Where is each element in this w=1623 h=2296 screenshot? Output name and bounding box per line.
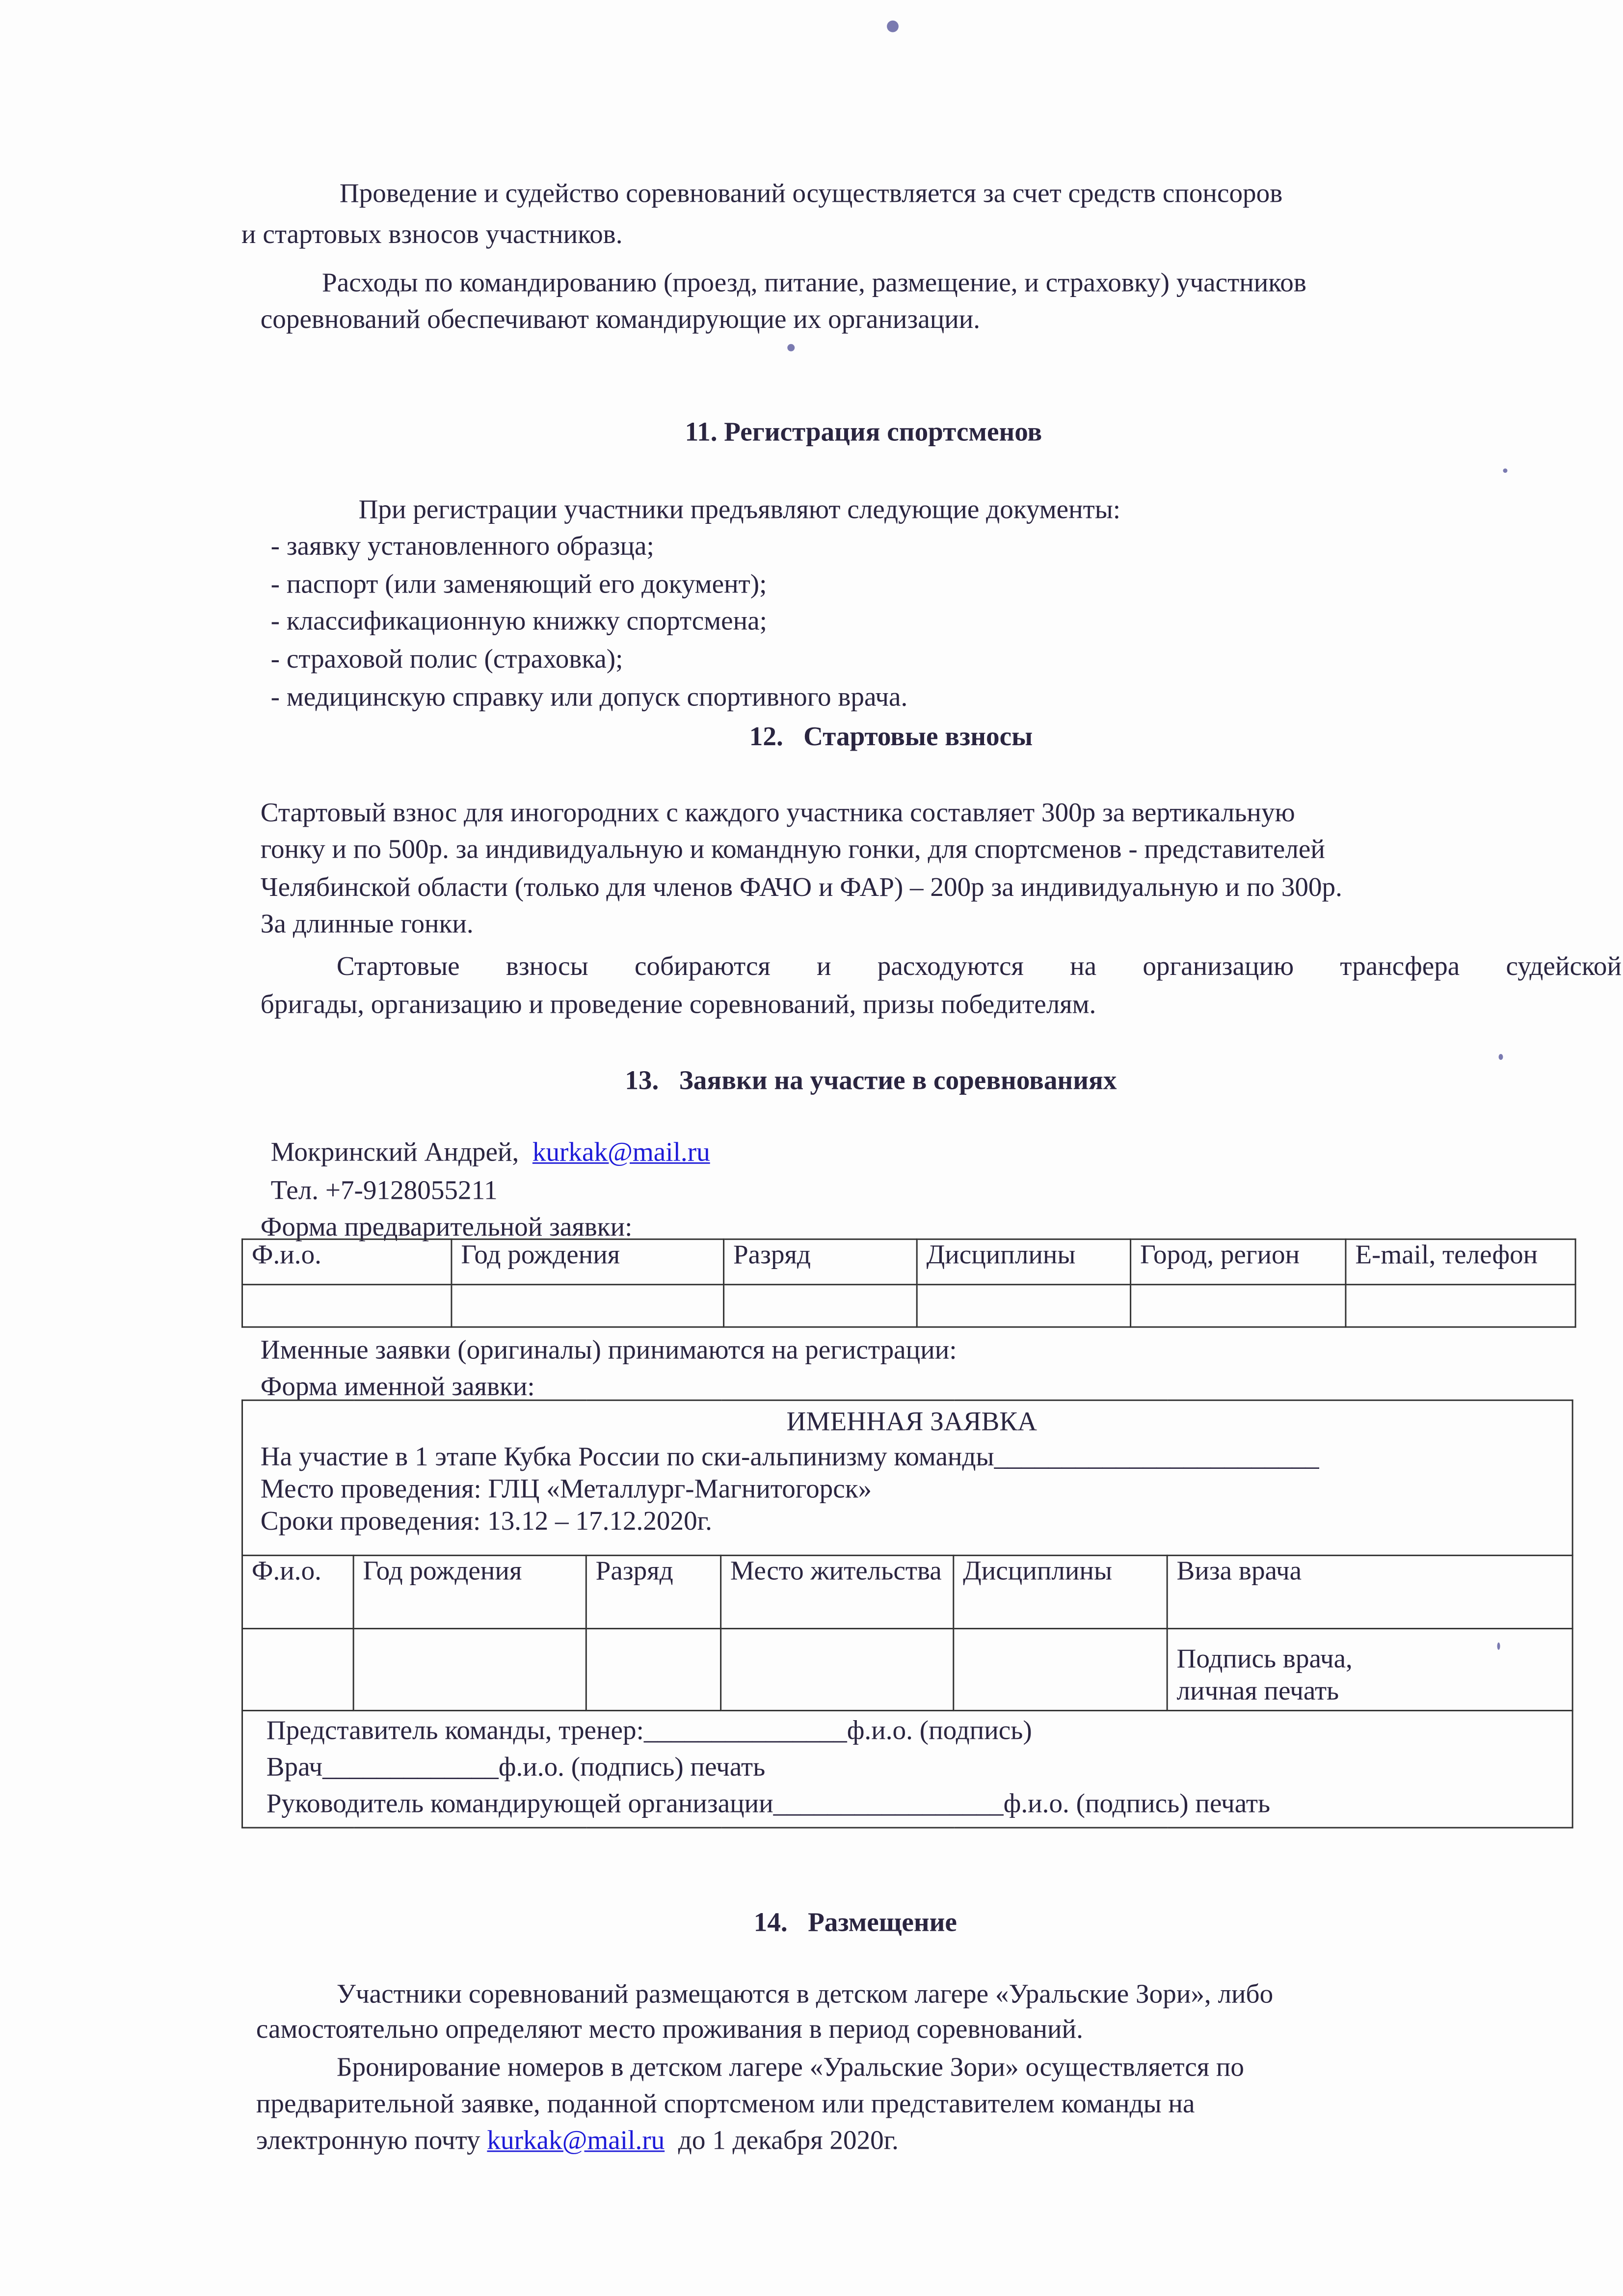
section-heading: 13. Заявки на участие в соревнованиях bbox=[625, 1067, 1117, 1097]
contact-email-link[interactable]: kurkak@mail.ru bbox=[532, 1138, 710, 1168]
form-footer-cell bbox=[242, 1710, 1573, 1828]
empty-cell bbox=[721, 1628, 954, 1710]
text-line: соревнований обеспечивают командирующие их организации. bbox=[260, 306, 981, 335]
empty-cell bbox=[1131, 1285, 1346, 1327]
list-item: - паспорт (или заменяющий его документ); bbox=[270, 570, 767, 600]
text-line: бригады, организацию и проведение соревнований, призы победителям. bbox=[260, 991, 1096, 1021]
contact-line bbox=[271, 1137, 710, 1170]
header-cell: E-mail, телефон bbox=[1346, 1239, 1575, 1284]
empty-cell bbox=[1346, 1285, 1575, 1327]
form-line: Сроки проведения: 13.12 – 17.12.2020г. bbox=[260, 1508, 712, 1538]
contact-phone: Тел. +7-9128055211 bbox=[270, 1177, 498, 1207]
list-item: - страховой полис (страховка); bbox=[270, 646, 623, 675]
form-header-cell bbox=[242, 1400, 1573, 1555]
text-segment: до 1 декабря 2020г. bbox=[665, 2127, 899, 2157]
text-line: и стартовых взносов участников. bbox=[241, 221, 623, 250]
empty-cell bbox=[452, 1285, 724, 1327]
form-line: На участие в 1 этапе Кубка России по ски-альпинизму команды________________________ bbox=[260, 1443, 1319, 1473]
text-line: самостоятельно определяют место проживания в период соревнований. bbox=[256, 2016, 1083, 2045]
header-cell: Разряд bbox=[724, 1239, 917, 1284]
cell-line: Подпись врача, bbox=[1176, 1645, 1353, 1675]
header-cell: Год рождения bbox=[353, 1555, 586, 1628]
empty-cell bbox=[242, 1628, 354, 1710]
section-heading: 12. Стартовые взносы bbox=[749, 723, 1033, 753]
signature-line: Представитель команды, тренер:_______________ф.и.о. (подпись) bbox=[266, 1717, 1032, 1747]
signature-line: Врач_____________ф.и.о. (подпись) печать bbox=[266, 1754, 766, 1783]
header-cell: Виза врача bbox=[1167, 1555, 1572, 1628]
header-cell: Место жительства bbox=[721, 1555, 954, 1628]
text-line: Именные заявки (оригиналы) принимаются на регистрации: bbox=[260, 1336, 957, 1366]
form-title: ИМЕННАЯ ЗАЯВКА bbox=[786, 1408, 1037, 1438]
header-cell: Ф.и.о. bbox=[242, 1555, 354, 1628]
named-form-table bbox=[241, 1400, 1573, 1829]
text-line: гонку и по 500р. за индивидуальную и командную гонки, для спортсменов - представителей bbox=[260, 836, 1325, 865]
text-line: предварительной заявке, поданной спортсменом или представителем команды на bbox=[256, 2090, 1195, 2120]
signature-line: Руководитель командирующей организации_________________ф.и.о. (подпись) печать bbox=[266, 1790, 1271, 1820]
list-item: - заявку установленного образца; bbox=[270, 533, 654, 563]
contact-name: Мокринский Андрей, bbox=[270, 1138, 519, 1168]
text-line: Форма предварительной заявки: bbox=[260, 1214, 633, 1243]
list-item: - классификационную книжку спортсмена; bbox=[270, 607, 767, 637]
cell-line: личная печать bbox=[1176, 1677, 1339, 1707]
header-cell: Дисциплины bbox=[917, 1239, 1130, 1284]
text-line: За длинные гонки. bbox=[260, 910, 474, 940]
scan-speck bbox=[1503, 468, 1508, 473]
text-segment: электронную почту bbox=[256, 2127, 487, 2157]
empty-cell bbox=[724, 1285, 917, 1327]
empty-cell bbox=[353, 1628, 586, 1710]
scan-speck bbox=[787, 344, 795, 351]
empty-cell bbox=[917, 1285, 1130, 1327]
empty-cell bbox=[242, 1285, 452, 1327]
section-heading: 11. Регистрация спортсменов bbox=[685, 418, 1042, 448]
header-cell: Ф.и.о. bbox=[242, 1239, 452, 1284]
scan-speck bbox=[887, 21, 899, 32]
scan-speck bbox=[1497, 1643, 1500, 1650]
form-line: Место проведения: ГЛЦ «Металлург-Магнитогорск» bbox=[260, 1475, 872, 1505]
text-line bbox=[256, 2126, 899, 2158]
header-cell: Разряд bbox=[586, 1555, 720, 1628]
header-cell: Город, регион bbox=[1131, 1239, 1346, 1284]
doctor-signature-cell bbox=[1167, 1628, 1572, 1710]
empty-cell bbox=[954, 1628, 1167, 1710]
text-line: Челябинской области (только для членов ФАЧО и ФАР) – 200р за индивидуальную и по 300р. bbox=[260, 874, 1342, 903]
text-line: Бронирование номеров в детском лагере «Уральские Зори» осуществляется по bbox=[336, 2053, 1244, 2083]
scan-speck bbox=[1499, 1054, 1503, 1060]
text-line: При регистрации участники предъявляют следующие документы: bbox=[358, 496, 1121, 526]
text-line: Участники соревнований размещаются в детском лагере «Уральские Зори», либо bbox=[336, 1980, 1274, 2010]
email-link[interactable]: kurkak@mail.ru bbox=[487, 2127, 665, 2157]
list-item: - медицинскую справку или допуск спортивного врача. bbox=[270, 683, 908, 713]
text-line: Проведение и судейство соревнований осуществляется за счет средств спонсоров bbox=[339, 180, 1283, 210]
text-line: Форма именной заявки: bbox=[260, 1373, 535, 1403]
header-cell: Год рождения bbox=[452, 1239, 724, 1284]
section-heading: 14. Размещение bbox=[753, 1909, 957, 1939]
preliminary-form-table bbox=[241, 1239, 1576, 1328]
header-cell: Дисциплины bbox=[954, 1555, 1167, 1628]
empty-cell bbox=[586, 1628, 720, 1710]
text-line: Стартовые взносы собираются и расходуются на организацию трансфера судейской bbox=[336, 953, 1622, 982]
text-line: Расходы по командированию (проезд, питание, размещение, и страховку) участников bbox=[322, 269, 1306, 299]
text-line: Стартовый взнос для иногородних с каждого участника составляет 300р за вертикальную bbox=[260, 799, 1295, 829]
